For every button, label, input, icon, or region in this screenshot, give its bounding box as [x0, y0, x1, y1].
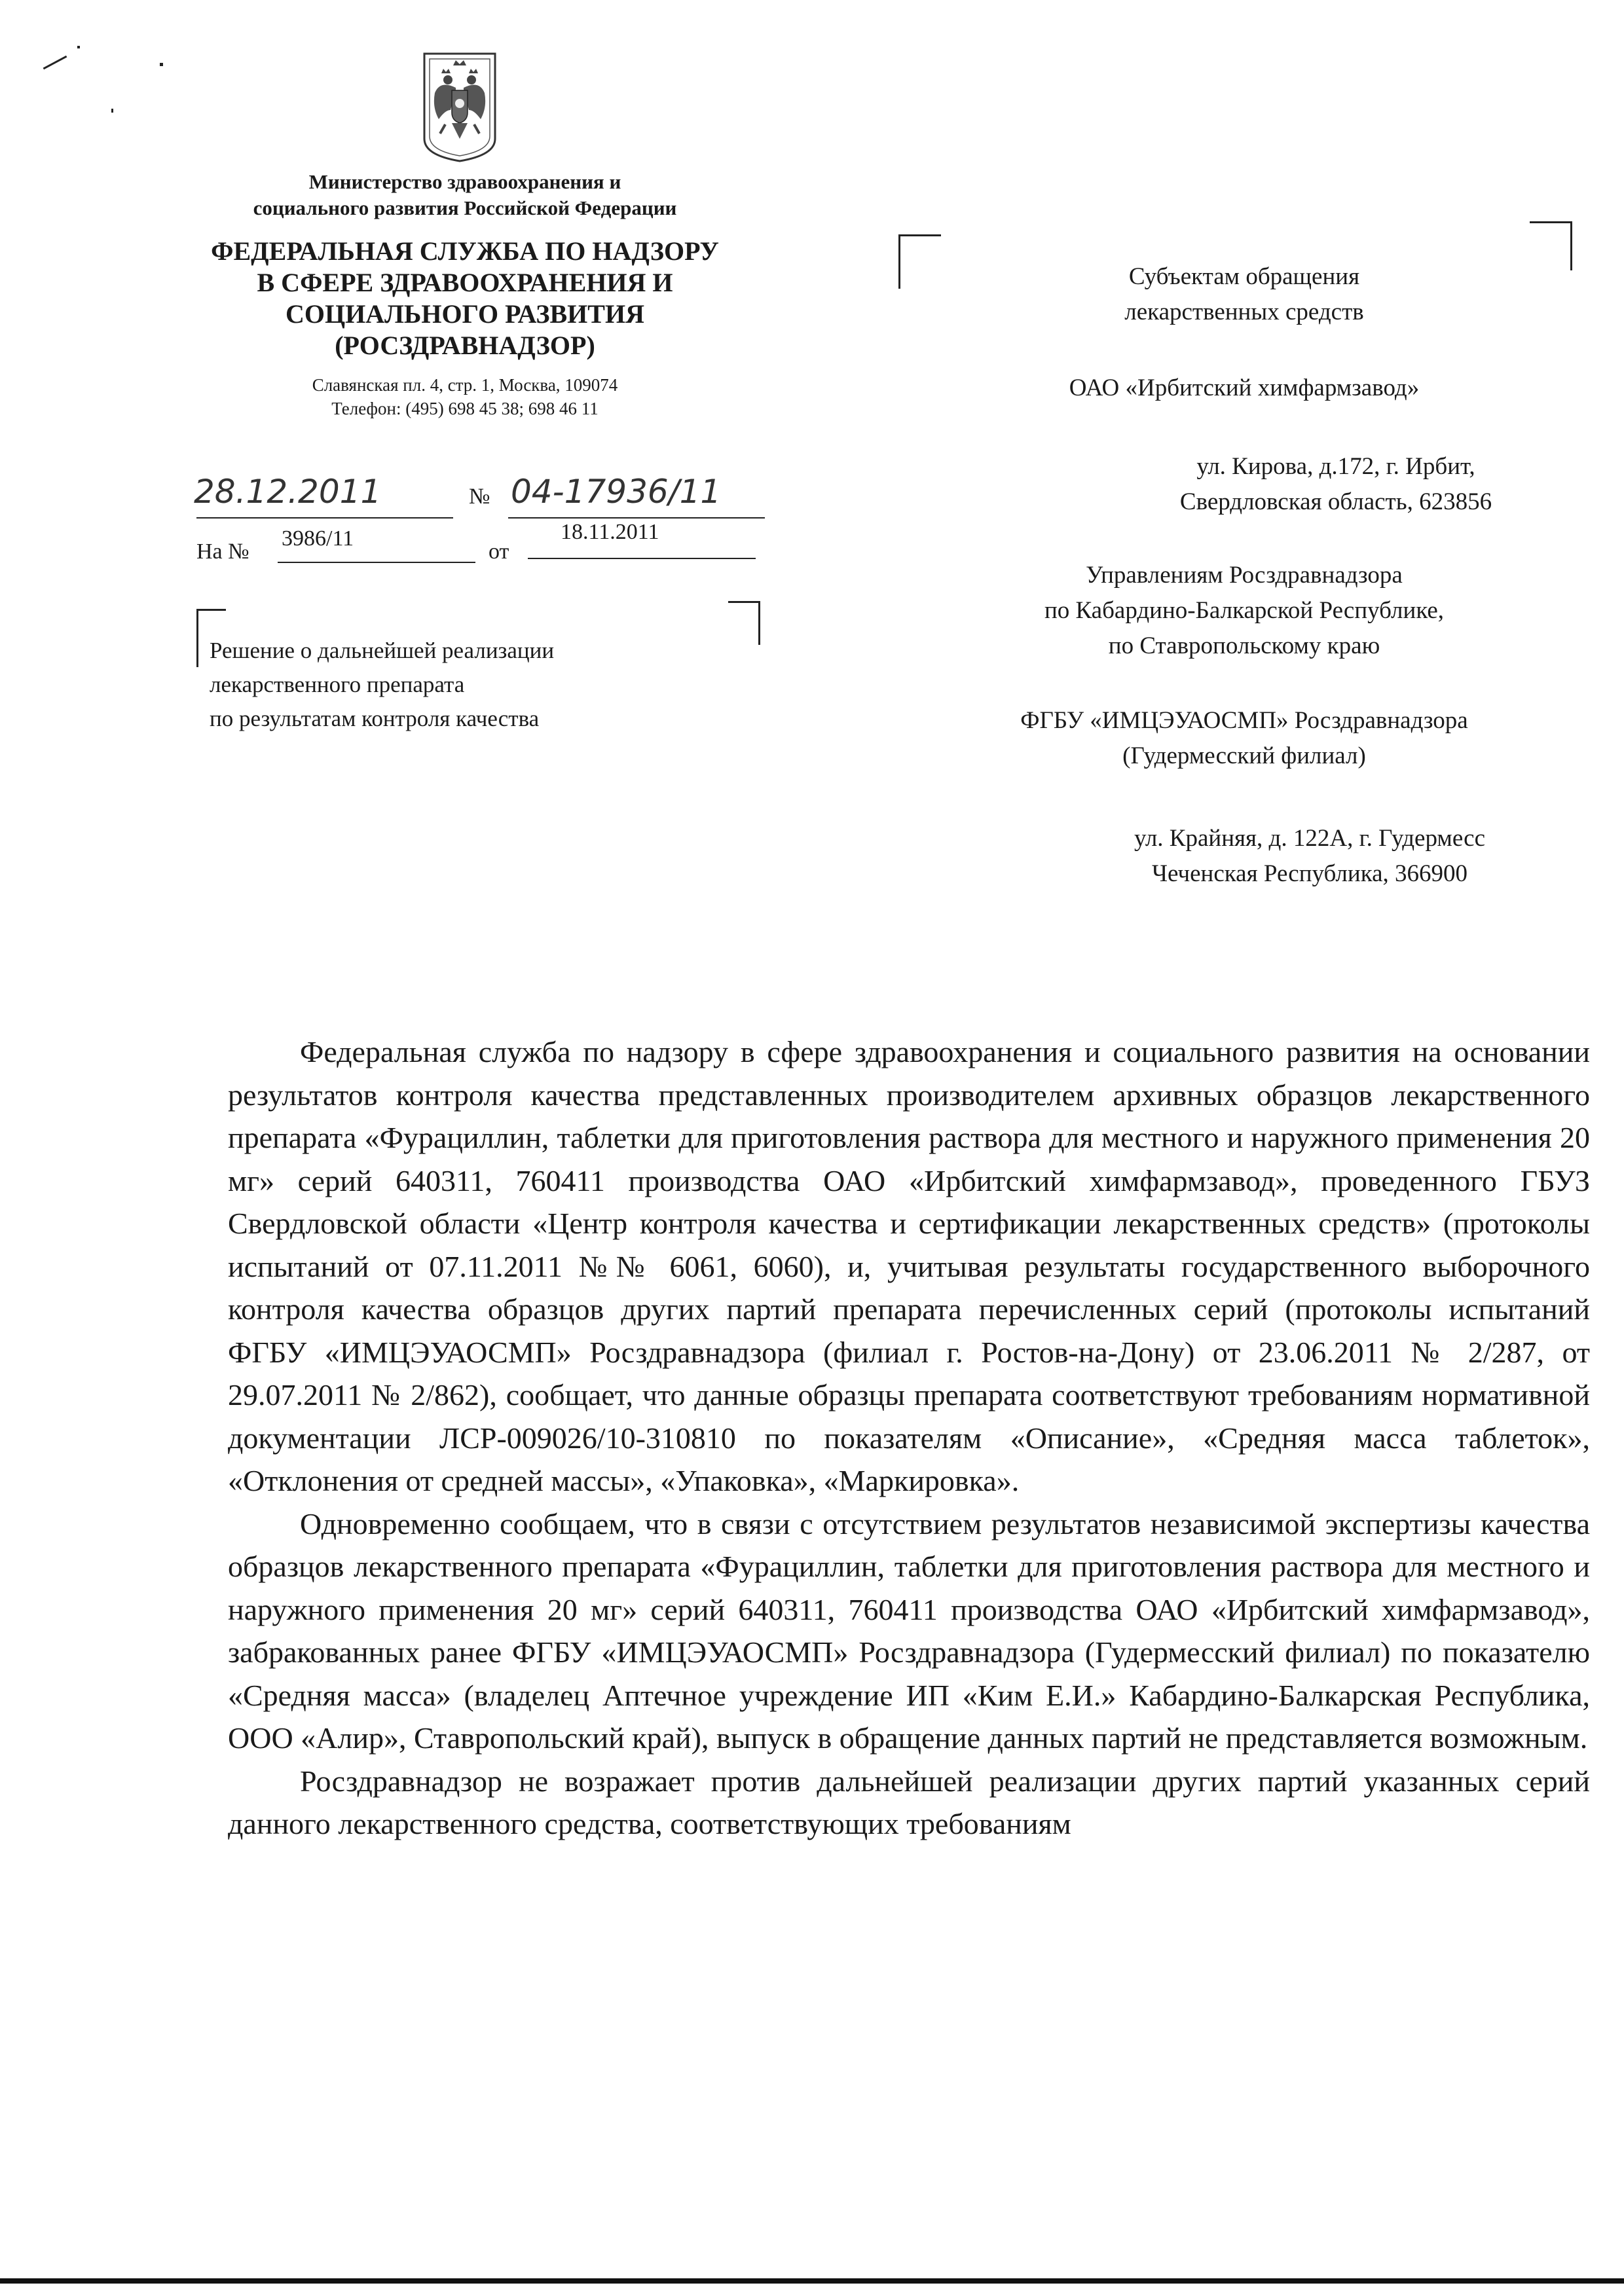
ref-date: 18.11.2011: [561, 520, 659, 544]
agency-address: Славянская пл. 4, стр. 1, Москва, 109074: [312, 375, 618, 395]
body-paragraph: Росздравнадзор не возражает против дальнейшей реализации других партий указанных серий данного лекарственного средства, соответствующих требованиям: [228, 1764, 1590, 1840]
scan-speck: [77, 46, 80, 48]
recipient-line: Свердловская область, 623856: [1179, 488, 1492, 515]
subject-line: Решение о дальнейшей реализации: [210, 638, 555, 663]
recipient-line: Чеченская Республика, 366900: [1151, 860, 1468, 887]
scan-speck: [111, 109, 113, 113]
ref-label: На №: [196, 539, 249, 564]
from-label: от: [489, 539, 509, 564]
recipient-line: лекарственных средств: [1124, 299, 1364, 325]
scan-speck: [43, 56, 67, 69]
recipient-line: по Ставропольскому краю: [1108, 632, 1380, 659]
body-paragraph: Федеральная служба по надзору в сфере здравоохранения и социального развития на основании результатов контроля качества представленных производителем архивных образцов лекарственного препарата «Фурациллин, таблетки для приготовления раствора для местного и наружного применения 20 мг» серий 640311, 760411 производства ОАО «Ирбитский химфармзавод», проведенного ГБУЗ Свердловской области «Центр контроля качества и сертификации лекарственных средств» (протоколы испытаний от 07.11.2011 №№ 6061, 6060), и, учитывая результаты государственного выборочного контроля качества образцов других партий препарата перечисленных серий (протоколы испытаний ФГБУ «ИМЦЭУАОСМП» Росздравнадзора (филиал г. Ростов-на-Дону) от 23.06.2011 № 2/287, от 29.07.2011 № 2/862), сообщает, что данные образцы препарата соответствуют требованиям нормативной документации ЛСР-009026/10-310810 по показателям «Описание», «Средняя масса таблеток», «Отклонения от средней массы», «Упаковка», «Маркировка».: [228, 1035, 1590, 1497]
ministry-name: [170, 169, 760, 221]
subject-line: лекарственного препарата: [210, 672, 465, 697]
recipient-line: Субъектам обращения: [1128, 263, 1360, 290]
agency-line: ФЕДЕРАЛЬНАЯ СЛУЖБА ПО НАДЗОРУ: [211, 236, 719, 266]
handwritten-number: 04-17936/11: [511, 473, 722, 511]
date-underline: [196, 517, 453, 519]
ref-number-underline: [278, 562, 475, 563]
subject-line: по результатам контроля качества: [210, 706, 540, 731]
letter-body: [228, 1030, 1590, 1846]
agency-line: СОЦИАЛЬНОГО РАЗВИТИЯ: [286, 299, 644, 329]
recipient-block-1: [904, 259, 1585, 330]
recipient-line: (Гудермесский филиал): [1122, 742, 1366, 769]
recipient-company-2: [904, 703, 1585, 774]
body-paragraph: Одновременно сообщаем, что в связи с отсутствием результатов независимой экспертизы качества образцов лекарственного препарата «Фурациллин, таблетки для приготовления раствора для местного и наружного применения 20 мг» серий 640311, 760411 производства ОАО «Ирбитский химфармзавод», забракованных ранее ФГБУ «ИМЦЭУАОСМП» Росздравнадзора (Гудермесский филиал) по показателю «Средняя масса» (владелец Аптечное учреждение ИП «Ким Е.И.» Кабардино-Балкарская Республика, ООО «Алир», Ставропольский край), выпуск в обращение данных партий не представляется возможным.: [228, 1506, 1590, 1755]
scan-speck: [160, 63, 163, 66]
recipient-line: ОАО «Ирбитский химфармзавод»: [1069, 374, 1420, 401]
ref-date-underline: [528, 558, 756, 559]
recipient-company-1-address: [995, 449, 1624, 520]
agency-phone: Телефон: (495) 698 45 38; 698 46 11: [331, 399, 599, 418]
recipient-company-2-address: [969, 821, 1624, 892]
recipient-line: ул. Крайняя, д. 122А, г. Гудермесс: [1134, 825, 1486, 852]
recipient-line: ул. Кирова, д.172, г. Ирбит,: [1196, 453, 1475, 480]
recipient-line: по Кабардино-Балкарской Республике,: [1044, 597, 1445, 624]
handwritten-date: 28.12.2011: [194, 473, 382, 511]
recipient-departments: [904, 558, 1585, 664]
ref-number: 3986/11: [282, 526, 354, 551]
scan-bottom-edge: [0, 2278, 1624, 2284]
recipient-line: Управлениям Росздравнадзора: [1086, 562, 1403, 589]
ministry-line: Министерство здравоохранения и: [308, 170, 621, 193]
letter-subject: [210, 634, 773, 736]
agency-line: В СФЕРЕ ЗДРАВООХРАНЕНИЯ И: [257, 268, 673, 297]
ministry-line: социального развития Российской Федерации: [253, 196, 677, 219]
agency-line: (РОСЗДРАВНАДЗОР): [335, 331, 595, 360]
number-label: №: [469, 484, 490, 509]
agency-contacts: [170, 373, 760, 420]
recipient-line: ФГБУ «ИМЦЭУАОСМП» Росздравнадзора: [1020, 707, 1468, 734]
recipient-company-1: [904, 371, 1585, 406]
number-underline: [508, 517, 765, 519]
agency-name: [170, 236, 760, 361]
russian-coat-of-arms-icon: [416, 47, 503, 164]
